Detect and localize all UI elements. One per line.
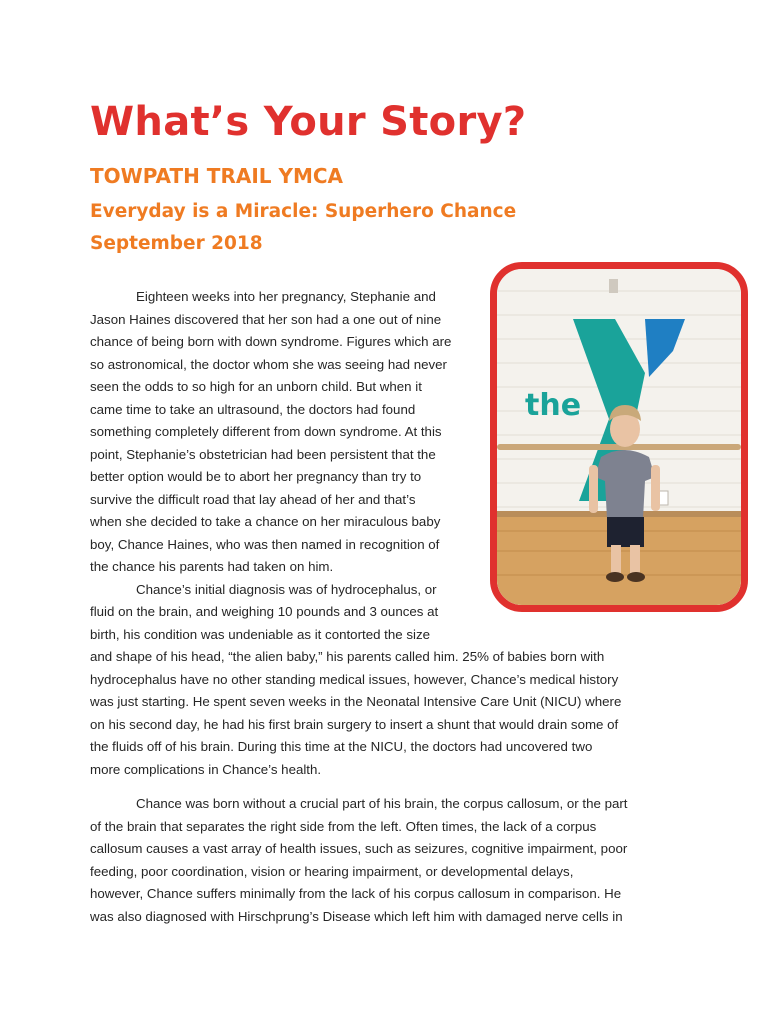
page-title: What’s Your Story? xyxy=(90,99,527,145)
paragraph-2: Chance’s initial diagnosis was of hydrocephalus, or fluid on the brain, and weighing 10 pounds and 3 ounces at birth, his condition was undeniable as it contorted the size and shape of his head, “the alien baby,” his parents called him. 25% of babies born with hydrocephalus have no other standing medical issues, however, Chance’s medical history was just starting. He spent seven weeks in the Neonatal Intensive Care Unit (NICU) where on his second day, he had his first brain surgery to insert a shunt that would drain some of the fluids off of his brain. During this time at the NICU, the doctors had uncovered two more complications in Chance’s health. xyxy=(90,581,622,777)
logo-text: the xyxy=(525,388,582,423)
paragraph-3: Chance was born without a crucial part of his brain, the corpus callosum, or the part of the brain that separates the right side from the left. Often times, the lack of a corpus callosum causes a vast array of health issues, such as seizures, cognitive impairment, poor feeding, poor coordination, vision or hearing impairment, or developmental delays, however, Chance suffers minimally from the lack of his corpus callosum in comparison. He was also diagnosed with Hirschprung’s Disease which left him with damaged nerve cells in xyxy=(90,796,628,924)
story-title: Everyday is a Miracle: Superhero Chance xyxy=(90,201,517,222)
article-body xyxy=(90,286,680,928)
story-date: September 2018 xyxy=(90,233,263,254)
branch-name: TOWPATH TRAIL YMCA xyxy=(90,164,344,188)
paragraph-1: Eighteen weeks into her pregnancy, Stephanie and Jason Haines discovered that her son had a one out of nine chance of being born with down syndrome. Figures which are so astronomical, the doctor whom she was seeing had never seen the odds to so high for an unborn child. But when it came time to take an ultrasound, the doctors had found something completely different from down syndrome. At this point, Stephanie’s obstetrician had been persistent that the better option would be to abort her pregnancy than try to survive the difficult road that lay ahead of her and that’s when she decided to take a chance on her miraculous baby boy, Chance Haines, who was then named in recognition of the chance his parents had taken on him. xyxy=(90,289,452,574)
